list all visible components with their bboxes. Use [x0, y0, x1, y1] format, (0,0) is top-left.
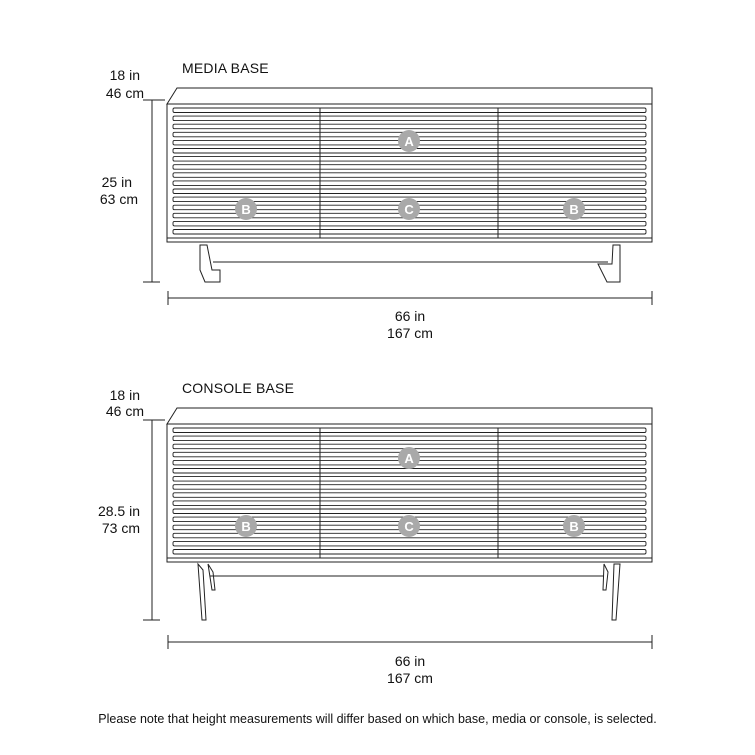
console-leg-right-rear [603, 564, 608, 590]
media-width-imperial: 66 in [394, 308, 426, 324]
slat [173, 493, 646, 498]
media-width-metric: 167 cm [387, 325, 433, 341]
console-width-metric: 167 cm [387, 670, 433, 686]
footnote: Please note that height measurements will differ based on which base, media or console, is selected. [98, 712, 657, 726]
console-leg-left [198, 564, 206, 620]
badge-b-left-label: B [241, 202, 251, 217]
console-depth-imperial: 18 in [109, 387, 140, 403]
badge-b-right [563, 515, 585, 537]
slat [173, 509, 646, 514]
badge-c-label: C [404, 519, 414, 534]
slat [173, 436, 646, 441]
slat [173, 428, 646, 433]
media-depth-metric: 46 cm [105, 85, 144, 101]
badge-b-left [235, 515, 257, 537]
console-leg-left-rear [208, 564, 215, 590]
console-height-imperial: 28.5 in [97, 503, 140, 519]
console-width-imperial: 66 in [394, 653, 426, 669]
cabinet-top [167, 408, 652, 424]
badge-c [398, 515, 420, 537]
badge-a-label: A [404, 134, 414, 149]
cabinet-bottom-rail [167, 558, 652, 562]
slat [173, 541, 646, 546]
badge-c-label: C [404, 202, 414, 217]
badge-b-right-label: B [569, 202, 579, 217]
badge-b-right-label: B [569, 519, 579, 534]
media-height-imperial: 25 in [101, 174, 132, 190]
console-leg-right [612, 564, 620, 620]
badge-a-label: A [404, 451, 414, 466]
console-depth-metric: 46 cm [105, 403, 144, 419]
media-height-metric: 63 cm [99, 191, 138, 207]
slat [173, 501, 646, 506]
slat [173, 550, 646, 555]
slat [173, 485, 646, 490]
media-base-title: MEDIA BASE [182, 60, 269, 76]
badge-b-left-label: B [241, 519, 251, 534]
media-depth-imperial: 18 in [109, 67, 140, 83]
console-base-title: CONSOLE BASE [182, 380, 295, 396]
console-height-metric: 73 cm [101, 520, 140, 536]
slat [173, 477, 646, 482]
slat [173, 469, 646, 474]
badge-a [398, 447, 420, 469]
